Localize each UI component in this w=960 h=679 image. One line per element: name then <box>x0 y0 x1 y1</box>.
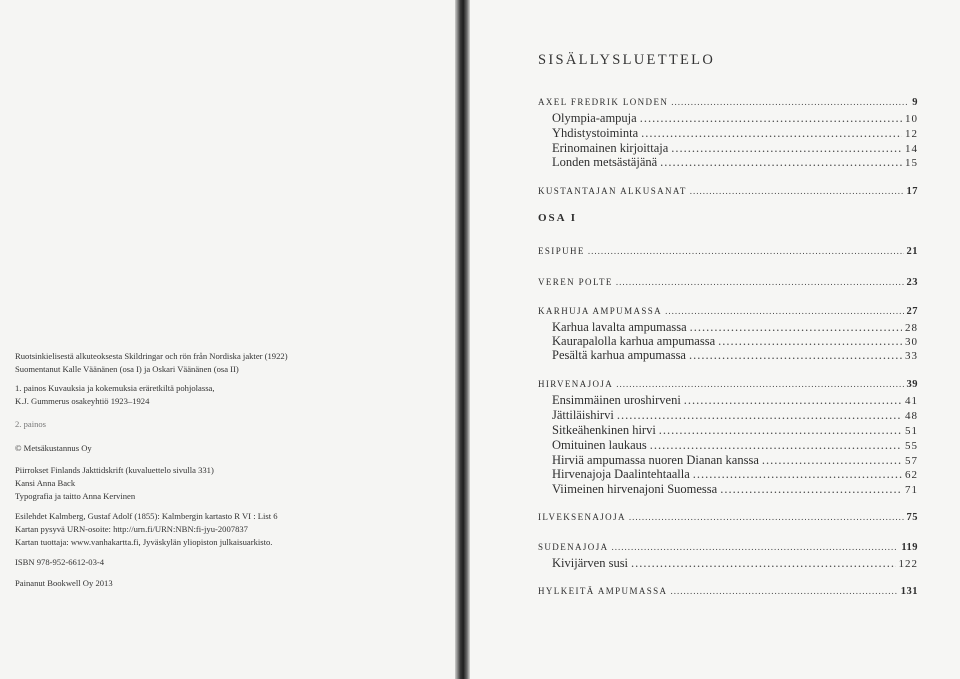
toc-entry <box>552 423 918 438</box>
first-edition-line: 1. painos Kuvauksia ja kokemuksia eräretkiltä pohjolassa, <box>15 383 215 393</box>
toc-entry <box>552 453 918 468</box>
leader-dots <box>640 111 902 126</box>
toc-entry-page: 12 <box>905 128 918 140</box>
leader-dots <box>650 438 902 453</box>
leader-dots <box>660 155 902 170</box>
leader-dots <box>659 423 902 438</box>
colophon-credits <box>15 464 214 503</box>
toc-entry-page: 15 <box>905 157 918 169</box>
book-spine <box>455 0 470 679</box>
leader-dots <box>641 126 902 141</box>
leader-dots <box>720 482 902 497</box>
leader-dots <box>631 556 895 571</box>
typography-credit: Typografia ja taitto Anna Kervinen <box>15 491 136 501</box>
toc-entry-page: 21 <box>906 246 918 257</box>
toc-entry-label: Olympia-ampuja <box>552 111 637 125</box>
leader-dots <box>693 467 902 482</box>
toc-entry-label: Yhdistystoiminta <box>552 126 639 140</box>
toc-entry-label: Pesältä karhua ampumassa <box>552 348 686 362</box>
endpaper-producer: Kartan tuottaja: www.vanhakartta.fi, Jyväskylän yliopiston julkaisuarkisto. <box>15 537 273 547</box>
leader-dots <box>684 393 902 408</box>
toc-entry-label: ILVEKSENAJOJA <box>538 512 626 522</box>
toc-entry <box>538 306 918 317</box>
toc-entry-page: 48 <box>905 410 918 422</box>
toc-entry-label: Karhua lavalta ampumassa <box>552 320 687 334</box>
part-heading: OSA I <box>538 212 578 224</box>
printer: Painanut Bookwell Oy 2013 <box>15 578 113 588</box>
toc-entry-page: 119 <box>901 542 918 553</box>
toc-entry <box>538 97 918 108</box>
colophon-translation <box>15 350 288 376</box>
leader-dots <box>616 379 903 389</box>
toc-title: SISÄLLYSLUETTELO <box>538 52 716 68</box>
toc-entry-label: Viimeinen hirvenajoni Suomessa <box>552 482 718 496</box>
leader-dots <box>762 453 902 468</box>
toc-entry-page: 41 <box>905 395 918 407</box>
toc-entry <box>552 408 918 423</box>
leader-dots <box>616 277 904 287</box>
toc-entry-page: 51 <box>905 425 918 437</box>
toc-entry-page: 57 <box>905 455 918 467</box>
toc-entry-page: 17 <box>906 186 918 197</box>
toc-entry-page: 10 <box>905 113 918 125</box>
toc-entry-label: Sitkeähenkinen hirvi <box>552 423 656 437</box>
colophon-printer <box>15 577 113 590</box>
toc-entry <box>552 320 918 335</box>
toc-entry-label: Londen metsästäjänä <box>552 155 658 169</box>
toc-entry-label: Hirvenajoja Daalintehtaalla <box>552 467 690 481</box>
toc-entry-label: Kivijärven susi <box>552 556 629 570</box>
toc-entry-page: 131 <box>900 586 918 597</box>
leader-dots <box>718 334 902 349</box>
endpaper-urn: Kartan pysyvä URN-osoite: http://urn.fi/URN:NBN:fi-jyu-2007837 <box>15 524 248 534</box>
toc-entry <box>552 141 918 156</box>
leader-dots <box>665 306 903 316</box>
colophon-isbn <box>15 556 104 569</box>
toc-entry-label: KUSTANTAJAN ALKUSANAT <box>538 186 687 196</box>
colophon-copyright <box>15 442 92 455</box>
colophon-first-edition <box>15 382 215 408</box>
leader-dots <box>671 97 909 107</box>
toc-entry-label: SUDENAJOJA <box>538 542 609 552</box>
copyright-line: © Metsäkustannus Oy <box>15 443 92 453</box>
leader-dots <box>690 320 902 335</box>
toc-entry <box>538 277 918 288</box>
toc-entry-label: Ensimmäinen uroshirveni <box>552 393 681 407</box>
toc-entry-page: 27 <box>906 306 918 317</box>
toc-entry <box>538 586 918 597</box>
leader-dots <box>690 186 904 196</box>
toc-entry-label: Omituinen laukaus <box>552 438 647 452</box>
toc-entry-label: KARHUJA AMPUMASSA <box>538 306 663 316</box>
leader-dots <box>617 408 902 423</box>
toc-entry-page: 62 <box>905 469 918 481</box>
toc-entry <box>552 438 918 453</box>
toc-entry <box>538 246 918 257</box>
toc-entry-page: 30 <box>905 336 918 348</box>
cover-credit: Kansi Anna Back <box>15 478 76 488</box>
toc-entry <box>552 556 918 571</box>
leader-dots <box>629 512 904 522</box>
isbn: ISBN 978-952-6612-03-4 <box>15 557 105 567</box>
toc-entry <box>552 348 918 363</box>
leader-dots <box>588 246 904 256</box>
toc-entry-page: 75 <box>906 512 918 523</box>
leader-dots <box>612 542 899 552</box>
drawings-credit: Piirrokset Finlands Jakttidskrift (kuvaluettelo sivulla 331) <box>15 465 214 475</box>
toc-entry <box>552 111 918 126</box>
toc-entry <box>552 467 918 482</box>
leader-dots <box>671 141 902 156</box>
toc-entry-label: Jättiläishirvi <box>552 408 614 422</box>
second-edition: 2. painos <box>15 419 47 429</box>
toc-entry <box>538 512 918 523</box>
translation-line: Ruotsinkielisestä alkuteoksesta Skildringar och rön från Nordiska jakter (1922) <box>15 351 288 361</box>
toc-entry-label: AXEL FREDRIK LONDEN <box>538 97 669 107</box>
colophon-second-edition <box>15 418 46 431</box>
toc-entry <box>538 186 918 197</box>
toc-entry <box>552 155 918 170</box>
toc-entry-label: HYLKEITÄ AMPUMASSA <box>538 586 668 596</box>
leader-dots <box>670 586 897 596</box>
toc-entry-page: 23 <box>906 277 918 288</box>
toc-entry-label: HIRVENAJOJA <box>538 379 614 389</box>
toc-entry-page: 9 <box>912 97 918 108</box>
toc-entry-page: 28 <box>905 322 918 334</box>
toc-entry-label: Kaurapalolla karhua ampumassa <box>552 334 716 348</box>
first-edition-publisher: K.J. Gummerus osakeyhtiö 1923–1924 <box>15 396 150 406</box>
translator-line: Suomentanut Kalle Väänänen (osa I) ja Oskari Väänänen (osa II) <box>15 364 239 374</box>
toc-entry-label: VEREN POLTE <box>538 277 613 287</box>
toc-entry <box>538 379 918 390</box>
leader-dots <box>689 348 902 363</box>
colophon-endpapers <box>15 510 278 549</box>
toc-entry-label: ESIPUHE <box>538 246 585 256</box>
toc-entry <box>538 542 918 553</box>
endpaper-line: Esilehdet Kalmberg, Gustaf Adolf (1855): Kalmbergin kartasto R VI : List 6 <box>15 511 278 521</box>
toc-entry <box>552 393 918 408</box>
toc-entry <box>552 482 918 497</box>
toc-entry-page: 33 <box>905 350 918 362</box>
toc-entry <box>552 126 918 141</box>
toc-entry-page: 122 <box>898 558 918 570</box>
toc-entry-page: 71 <box>905 484 918 496</box>
toc-entry-label: Erinomainen kirjoittaja <box>552 141 669 155</box>
toc-entry <box>552 334 918 349</box>
toc-entry-page: 14 <box>905 143 918 155</box>
toc-entry-label: Hirviä ampumassa nuoren Dianan kanssa <box>552 453 759 467</box>
toc-entry-page: 39 <box>906 379 918 390</box>
toc-entry-page: 55 <box>905 440 918 452</box>
